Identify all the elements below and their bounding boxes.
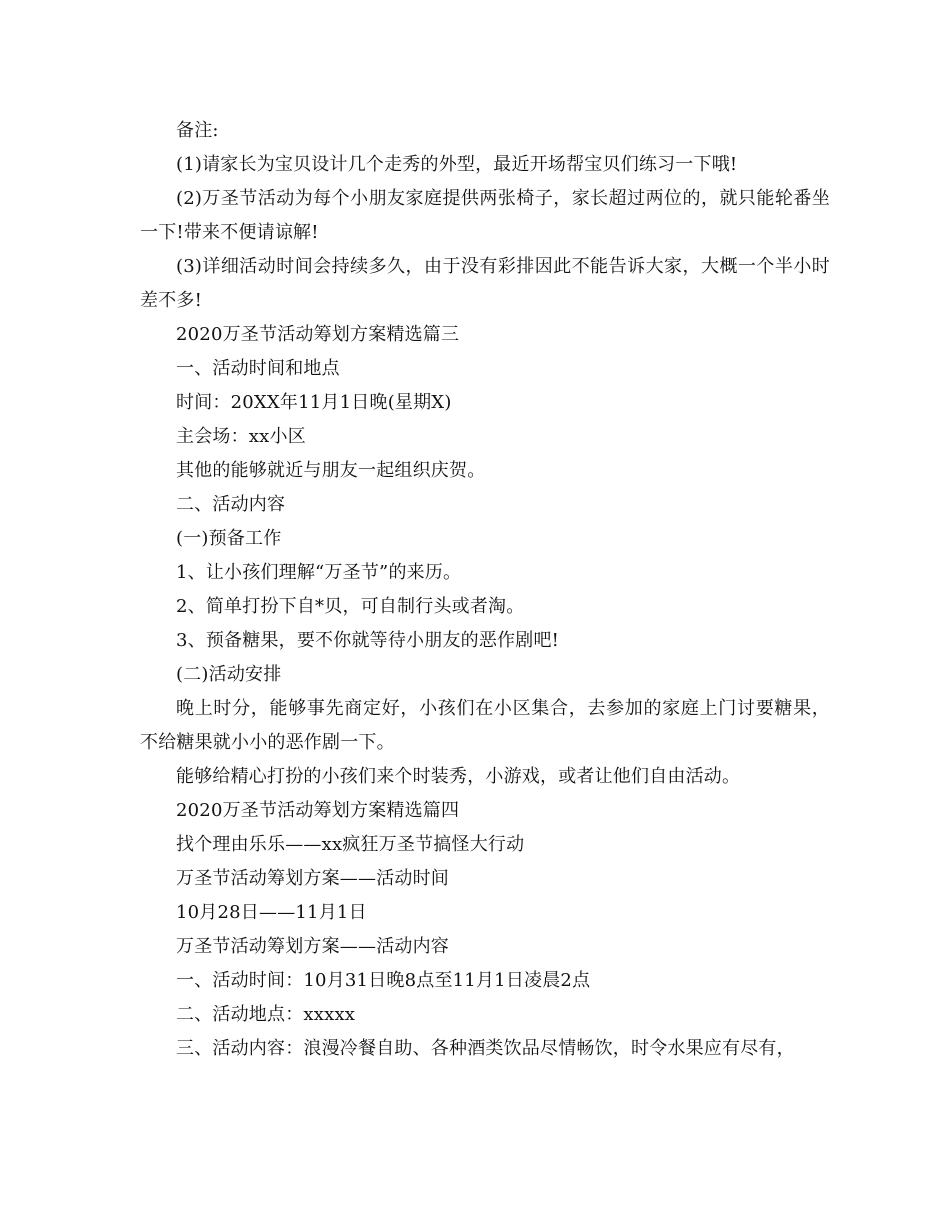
list-item-event-content: 三、活动内容：浪漫冷餐自助、各种酒类饮品尽情畅饮，时令水果应有尽有， — [176, 1038, 795, 1059]
heading-event-content: 万圣节活动筹划方案——活动内容 — [176, 936, 449, 957]
heading-event-time: 万圣节活动筹划方案——活动时间 — [176, 868, 449, 889]
list-item-prep-3: 3、预备糖果，要不你就等待小朋友的恶作剧吧! — [176, 630, 560, 651]
note-item-1: (1)请家长为宝贝设计几个走秀的外型，最近开场帮宝贝们练习一下哦! — [176, 154, 738, 175]
heading-time-and-place: 一、活动时间和地点 — [176, 358, 340, 379]
paragraph-date-range: 10月28日——11月1日 — [176, 902, 367, 923]
list-item-event-time: 一、活动时间：10月31日晚8点至11月1日凌晨2点 — [176, 970, 591, 991]
note-item-2: (2)万圣节活动为每个小朋友家庭提供两张椅子，家长超过两位的，就只能轮番坐一下!带来不便请谅解! — [140, 188, 830, 243]
paragraph-evening-plan: 晚上时分，能够事先商定好，小孩们在小区集合，去参加的家庭上门讨要糖果，不给糖果就小小的恶作剧一下。 — [140, 698, 830, 753]
paragraph-fashion-show: 能够给精心打扮的小孩们来个时装秀，小游戏，或者让他们自由活动。 — [176, 766, 741, 787]
note-item-3: (3)详细活动时间会持续多久，由于没有彩排因此不能告诉大家，大概一个半小时差不多! — [140, 256, 830, 311]
section-title-part-4: 2020万圣节活动筹划方案精选篇四 — [176, 800, 460, 821]
paragraph-main-venue: 主会场：xx小区 — [176, 426, 306, 447]
section-title-part-3: 2020万圣节活动筹划方案精选篇三 — [176, 324, 460, 345]
paragraph-time: 时间：20XX年11月1日晚(星期X) — [176, 392, 452, 413]
list-item-prep-2: 2、简单打扮下自*贝，可自制行头或者淘。 — [176, 596, 525, 617]
note-heading: 备注: — [176, 120, 219, 141]
subheading-arrangement: (二)活动安排 — [176, 664, 282, 685]
paragraph-event-name: 找个理由乐乐——xx疯狂万圣节搞怪大行动 — [176, 834, 525, 855]
list-item-prep-1: 1、让小孩们理解“万圣节”的来历。 — [176, 562, 462, 583]
paragraph-other-venues: 其他的能够就近与朋友一起组织庆贺。 — [176, 460, 486, 481]
subheading-preparation: (一)预备工作 — [176, 528, 282, 549]
heading-activity-content: 二、活动内容 — [176, 494, 286, 515]
list-item-event-place: 二、活动地点：xxxxx — [176, 1004, 356, 1025]
document-body — [140, 114, 830, 1066]
